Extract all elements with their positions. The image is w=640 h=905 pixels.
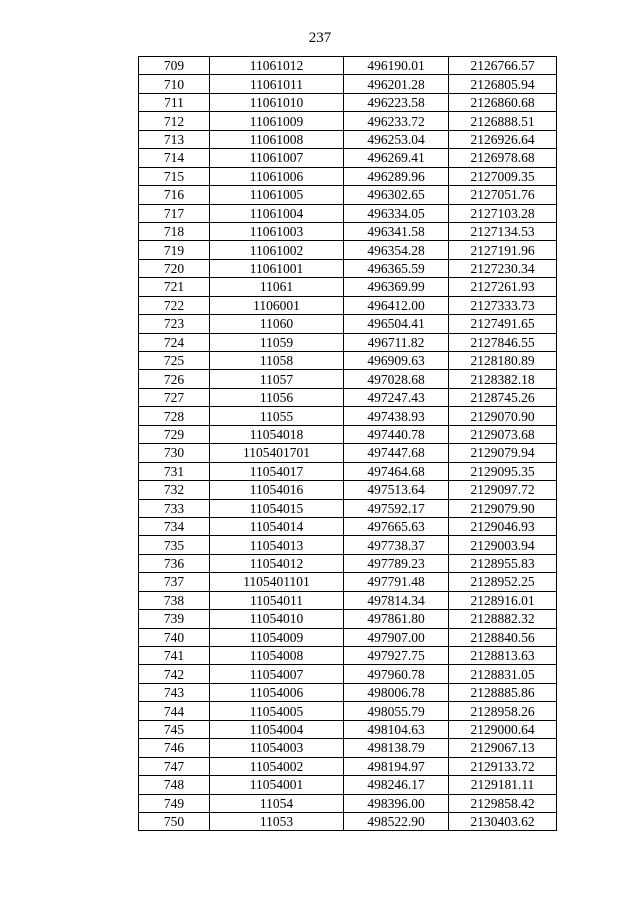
y-coordinate-cell: 2128882.32 [449,610,557,628]
table-row [139,278,557,296]
table-row [139,315,557,333]
y-coordinate-cell: 2127230.34 [449,259,557,277]
y-coordinate-cell: 2128745.26 [449,388,557,406]
table-row [139,794,557,812]
x-coordinate-cell: 497927.75 [344,647,449,665]
point-id-cell: 11060 [210,315,344,333]
row-index-cell: 720 [139,259,210,277]
row-index-cell: 718 [139,222,210,240]
row-index-cell: 721 [139,278,210,296]
y-coordinate-cell: 2127333.73 [449,296,557,314]
y-coordinate-cell: 2127261.93 [449,278,557,296]
point-id-cell: 11061010 [210,93,344,111]
x-coordinate-cell: 496711.82 [344,333,449,351]
table-row [139,683,557,701]
x-coordinate-cell: 497513.64 [344,481,449,499]
y-coordinate-cell: 2129133.72 [449,757,557,775]
x-coordinate-cell: 496369.99 [344,278,449,296]
y-coordinate-cell: 2127051.76 [449,186,557,204]
y-coordinate-cell: 2128955.83 [449,554,557,572]
x-coordinate-cell: 497438.93 [344,407,449,425]
point-id-cell: 11054018 [210,425,344,443]
table-row [139,739,557,757]
point-id-cell: 11054003 [210,739,344,757]
point-id-cell: 11054012 [210,554,344,572]
y-coordinate-cell: 2128382.18 [449,370,557,388]
point-id-cell: 11054011 [210,591,344,609]
point-id-cell: 1105401101 [210,573,344,591]
x-coordinate-cell: 498138.79 [344,739,449,757]
y-coordinate-cell: 2129079.90 [449,499,557,517]
point-id-cell: 11054007 [210,665,344,683]
point-id-cell: 11054015 [210,499,344,517]
table-row [139,757,557,775]
row-index-cell: 746 [139,739,210,757]
row-index-cell: 732 [139,481,210,499]
y-coordinate-cell: 2129095.35 [449,462,557,480]
x-coordinate-cell: 497791.48 [344,573,449,591]
row-index-cell: 742 [139,665,210,683]
table-row [139,333,557,351]
point-id-cell: 11061006 [210,167,344,185]
x-coordinate-cell: 497447.68 [344,444,449,462]
table-row [139,352,557,370]
point-id-cell: 11054016 [210,481,344,499]
y-coordinate-cell: 2128885.86 [449,683,557,701]
x-coordinate-cell: 498194.97 [344,757,449,775]
row-index-cell: 738 [139,591,210,609]
point-id-cell: 11061001 [210,259,344,277]
y-coordinate-cell: 2129046.93 [449,517,557,535]
table-row [139,720,557,738]
row-index-cell: 729 [139,425,210,443]
row-index-cell: 743 [139,683,210,701]
x-coordinate-cell: 497247.43 [344,388,449,406]
table-row [139,481,557,499]
point-id-cell: 11055 [210,407,344,425]
point-id-cell: 1106001 [210,296,344,314]
table-row [139,702,557,720]
y-coordinate-cell: 2126766.57 [449,57,557,75]
point-id-cell: 11061007 [210,149,344,167]
row-index-cell: 740 [139,628,210,646]
x-coordinate-cell: 497907.00 [344,628,449,646]
y-coordinate-cell: 2129067.13 [449,739,557,757]
y-coordinate-cell: 2128958.26 [449,702,557,720]
table-row [139,573,557,591]
point-id-cell: 11061003 [210,222,344,240]
y-coordinate-cell: 2127103.28 [449,204,557,222]
x-coordinate-cell: 497592.17 [344,499,449,517]
table-row [139,204,557,222]
row-index-cell: 710 [139,75,210,93]
x-coordinate-cell: 497738.37 [344,536,449,554]
point-id-cell: 11059 [210,333,344,351]
row-index-cell: 745 [139,720,210,738]
table-row [139,259,557,277]
row-index-cell: 727 [139,388,210,406]
y-coordinate-cell: 2129858.42 [449,794,557,812]
y-coordinate-cell: 2130403.62 [449,812,557,830]
x-coordinate-cell: 497789.23 [344,554,449,572]
point-id-cell: 11054017 [210,462,344,480]
table-row [139,444,557,462]
point-id-cell: 11061002 [210,241,344,259]
point-id-cell: 11057 [210,370,344,388]
x-coordinate-cell: 498006.78 [344,683,449,701]
row-index-cell: 744 [139,702,210,720]
x-coordinate-cell: 498246.17 [344,776,449,794]
table-row [139,499,557,517]
coordinates-table [138,56,557,831]
table-row [139,628,557,646]
x-coordinate-cell: 496289.96 [344,167,449,185]
y-coordinate-cell: 2128840.56 [449,628,557,646]
y-coordinate-cell: 2129000.64 [449,720,557,738]
y-coordinate-cell: 2128952.25 [449,573,557,591]
table-row [139,665,557,683]
x-coordinate-cell: 497814.34 [344,591,449,609]
table-row [139,222,557,240]
point-id-cell: 11061011 [210,75,344,93]
y-coordinate-cell: 2126978.68 [449,149,557,167]
point-id-cell: 11054002 [210,757,344,775]
x-coordinate-cell: 496190.01 [344,57,449,75]
x-coordinate-cell: 496253.04 [344,130,449,148]
point-id-cell: 1105401701 [210,444,344,462]
table-row [139,388,557,406]
row-index-cell: 714 [139,149,210,167]
point-id-cell: 11054 [210,794,344,812]
row-index-cell: 737 [139,573,210,591]
x-coordinate-cell: 496504.41 [344,315,449,333]
y-coordinate-cell: 2129079.94 [449,444,557,462]
y-coordinate-cell: 2128180.89 [449,352,557,370]
point-id-cell: 11054004 [210,720,344,738]
x-coordinate-cell: 496354.28 [344,241,449,259]
y-coordinate-cell: 2129003.94 [449,536,557,554]
y-coordinate-cell: 2129097.72 [449,481,557,499]
row-index-cell: 750 [139,812,210,830]
table-row [139,591,557,609]
x-coordinate-cell: 497464.68 [344,462,449,480]
row-index-cell: 741 [139,647,210,665]
table-row [139,610,557,628]
x-coordinate-cell: 496412.00 [344,296,449,314]
row-index-cell: 731 [139,462,210,480]
table-body [139,57,557,831]
x-coordinate-cell: 496223.58 [344,93,449,111]
row-index-cell: 747 [139,757,210,775]
table-row [139,462,557,480]
table-row [139,776,557,794]
y-coordinate-cell: 2127491.65 [449,315,557,333]
row-index-cell: 724 [139,333,210,351]
point-id-cell: 11054013 [210,536,344,554]
x-coordinate-cell: 496269.41 [344,149,449,167]
y-coordinate-cell: 2128813.63 [449,647,557,665]
y-coordinate-cell: 2128916.01 [449,591,557,609]
point-id-cell: 11054014 [210,517,344,535]
row-index-cell: 726 [139,370,210,388]
x-coordinate-cell: 498522.90 [344,812,449,830]
point-id-cell: 11061012 [210,57,344,75]
page-number: 237 [308,30,332,46]
point-id-cell: 11061005 [210,186,344,204]
x-coordinate-cell: 496365.59 [344,259,449,277]
table-row [139,647,557,665]
y-coordinate-cell: 2127191.96 [449,241,557,259]
point-id-cell: 11056 [210,388,344,406]
x-coordinate-cell: 497440.78 [344,425,449,443]
y-coordinate-cell: 2127846.55 [449,333,557,351]
table-row [139,57,557,75]
table-row [139,536,557,554]
point-id-cell: 11061 [210,278,344,296]
table-row [139,296,557,314]
row-index-cell: 739 [139,610,210,628]
row-index-cell: 748 [139,776,210,794]
x-coordinate-cell: 496909.63 [344,352,449,370]
point-id-cell: 11058 [210,352,344,370]
table-row [139,812,557,830]
table-row [139,407,557,425]
x-coordinate-cell: 496201.28 [344,75,449,93]
table-row [139,186,557,204]
row-index-cell: 719 [139,241,210,259]
x-coordinate-cell: 498396.00 [344,794,449,812]
table-row [139,149,557,167]
x-coordinate-cell: 496334.05 [344,204,449,222]
row-index-cell: 728 [139,407,210,425]
point-id-cell: 11054006 [210,683,344,701]
y-coordinate-cell: 2129070.90 [449,407,557,425]
y-coordinate-cell: 2128831.05 [449,665,557,683]
table-row [139,112,557,130]
row-index-cell: 711 [139,93,210,111]
table-row [139,75,557,93]
y-coordinate-cell: 2129181.11 [449,776,557,794]
point-id-cell: 11053 [210,812,344,830]
point-id-cell: 11054001 [210,776,344,794]
row-index-cell: 736 [139,554,210,572]
point-id-cell: 11054009 [210,628,344,646]
x-coordinate-cell: 498104.63 [344,720,449,738]
table-row [139,517,557,535]
row-index-cell: 716 [139,186,210,204]
x-coordinate-cell: 497028.68 [344,370,449,388]
y-coordinate-cell: 2126860.68 [449,93,557,111]
row-index-cell: 733 [139,499,210,517]
table-row [139,130,557,148]
x-coordinate-cell: 496341.58 [344,222,449,240]
row-index-cell: 709 [139,57,210,75]
x-coordinate-cell: 497665.63 [344,517,449,535]
point-id-cell: 11061004 [210,204,344,222]
point-id-cell: 11054008 [210,647,344,665]
table-row [139,554,557,572]
y-coordinate-cell: 2127009.35 [449,167,557,185]
y-coordinate-cell: 2129073.68 [449,425,557,443]
x-coordinate-cell: 496302.65 [344,186,449,204]
x-coordinate-cell: 497960.78 [344,665,449,683]
row-index-cell: 712 [139,112,210,130]
table-row [139,167,557,185]
point-id-cell: 11061008 [210,130,344,148]
y-coordinate-cell: 2126926.64 [449,130,557,148]
row-index-cell: 735 [139,536,210,554]
point-id-cell: 11054010 [210,610,344,628]
row-index-cell: 749 [139,794,210,812]
row-index-cell: 713 [139,130,210,148]
table-row [139,425,557,443]
table-row [139,93,557,111]
x-coordinate-cell: 496233.72 [344,112,449,130]
table-row [139,241,557,259]
point-id-cell: 11054005 [210,702,344,720]
y-coordinate-cell: 2126888.51 [449,112,557,130]
table-row [139,370,557,388]
point-id-cell: 11061009 [210,112,344,130]
row-index-cell: 730 [139,444,210,462]
row-index-cell: 722 [139,296,210,314]
row-index-cell: 723 [139,315,210,333]
row-index-cell: 715 [139,167,210,185]
row-index-cell: 717 [139,204,210,222]
row-index-cell: 725 [139,352,210,370]
row-index-cell: 734 [139,517,210,535]
x-coordinate-cell: 498055.79 [344,702,449,720]
y-coordinate-cell: 2126805.94 [449,75,557,93]
y-coordinate-cell: 2127134.53 [449,222,557,240]
x-coordinate-cell: 497861.80 [344,610,449,628]
